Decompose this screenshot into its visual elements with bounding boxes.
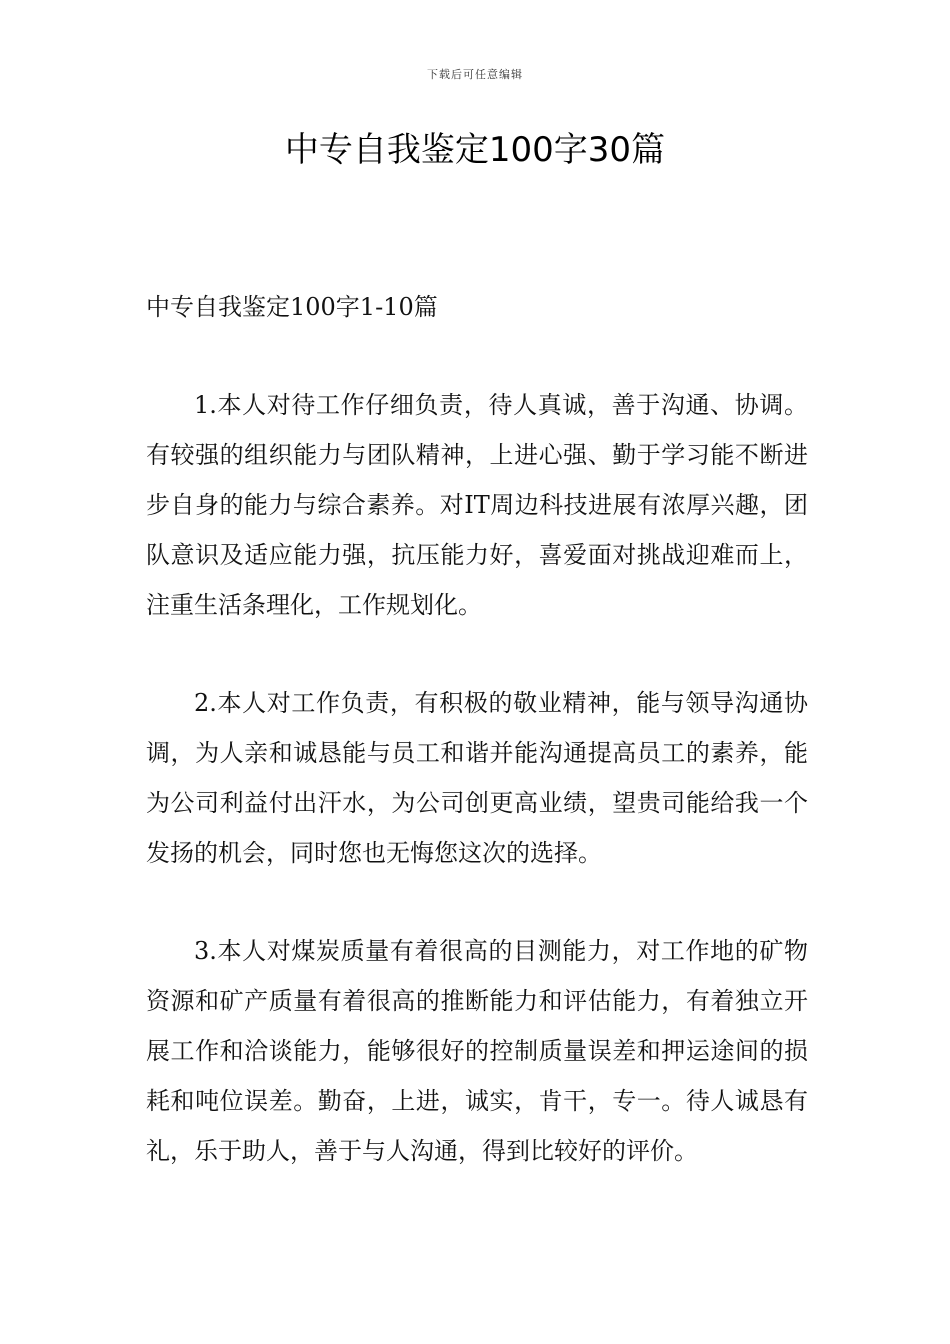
paragraph-3: 3.本人对煤炭质量有着很高的目测能力，对工作地的矿物资源和矿产质量有着很高的推断能力和评估能力，有着独立开展工作和洽谈能力，能够很好的控制质量误差和押运途间的损耗和吨位误差。勤奋，上进，诚实，肯干，专一。待人诚恳有礼，乐于助人，善于与人沟通，得到比较好的评价。 — [146, 937, 808, 1165]
paragraph-1: 1.本人对待工作仔细负责，待人真诚，善于沟通、协调。有较强的组织能力与团队精神，上进心强、勤于学习能不断进步自身的能力与综合素养。对IT周边科技进展有浓厚兴趣，团队意识及适应能力强，抗压能力好，喜爱面对挑战迎难而上，注重生活条理化，工作规划化。 — [146, 391, 808, 619]
paragraph-2: 2.本人对工作负责，有积极的敬业精神，能与领导沟通协调，为人亲和诚恳能与员工和谐并能沟通提高员工的素养，能为公司利益付出汗水，为公司创更高业绩，望贵司能给我一个发扬的机会，同时您也无悔您这次的选择。 — [146, 689, 808, 867]
document-body — [146, 282, 808, 1224]
section-title: 中专自我鉴定100字1-10篇 — [146, 293, 438, 321]
header-note: 下载后可任意编辑 — [427, 68, 523, 81]
document-title: 中专自我鉴定100字30篇 — [284, 130, 666, 170]
